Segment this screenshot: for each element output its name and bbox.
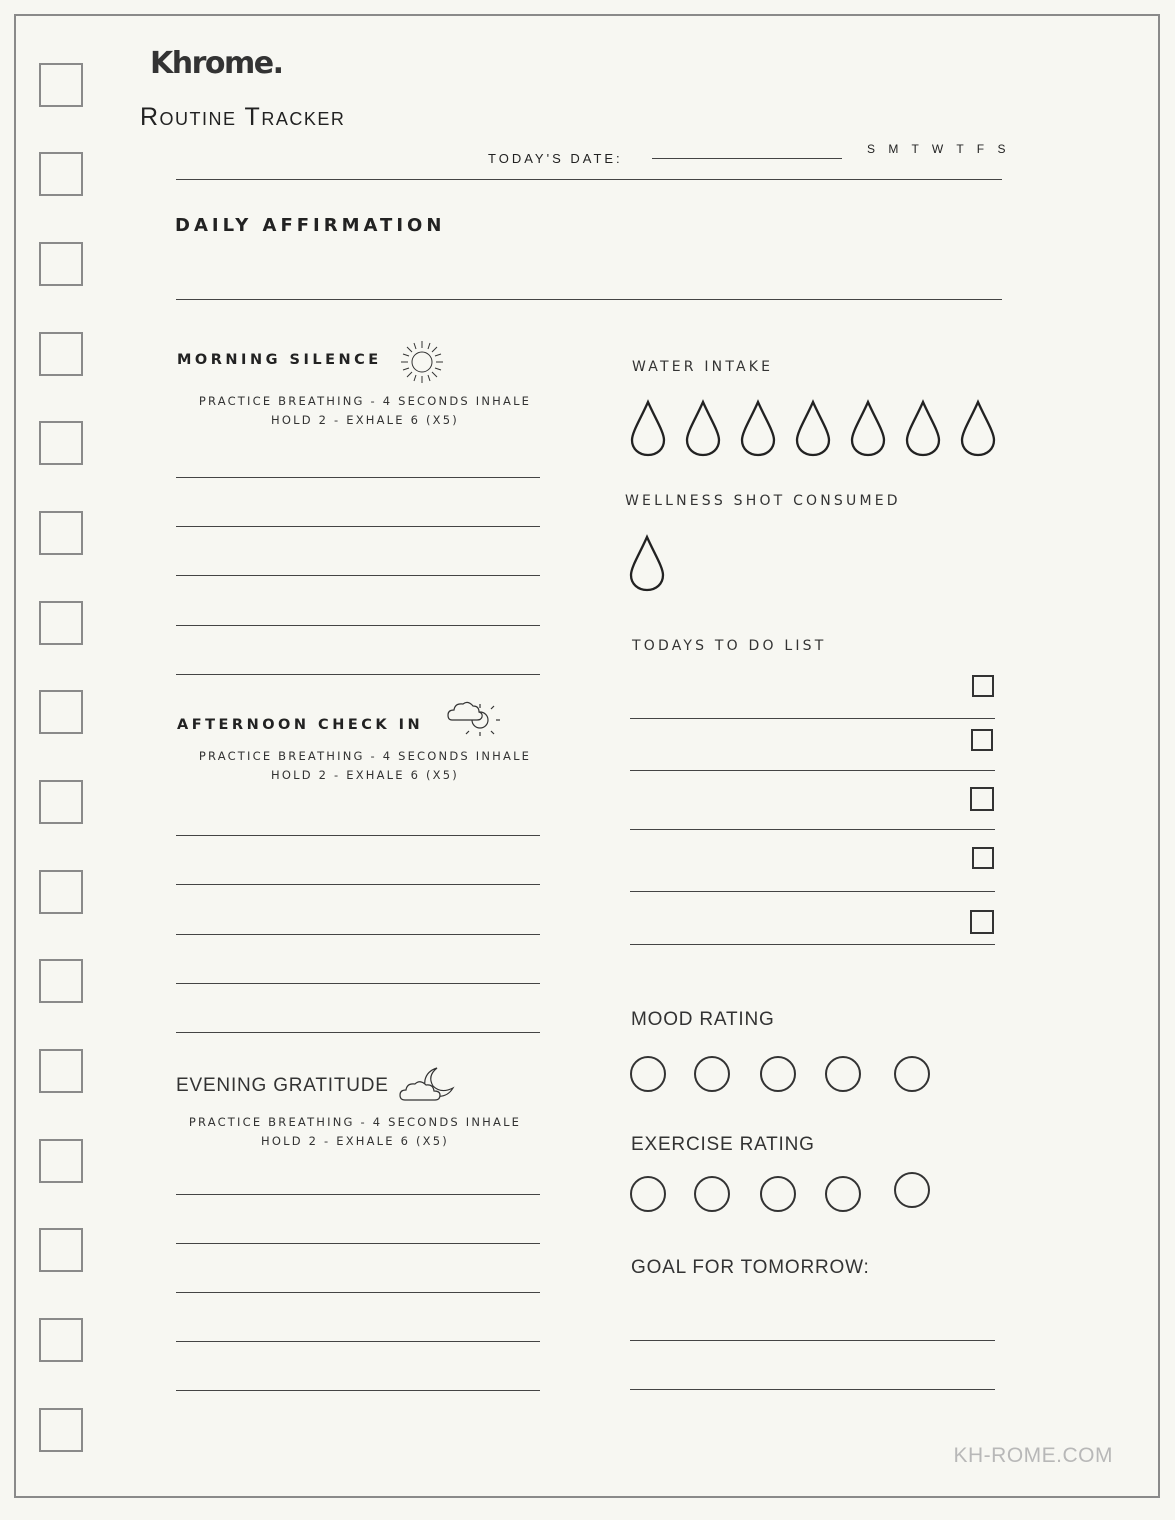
afternoon-writing-line[interactable] xyxy=(176,835,540,836)
water-heading: WATER INTAKE xyxy=(632,359,774,375)
water-drop-icon xyxy=(962,402,994,455)
morning-heading: MORNING SILENCE xyxy=(177,352,382,368)
goal-heading: GOAL FOR TOMORROW: xyxy=(631,1257,870,1278)
afternoon-instructions xyxy=(170,747,560,785)
mood-rating-option[interactable] xyxy=(630,1056,666,1092)
exercise-rating-option[interactable] xyxy=(825,1176,861,1212)
morning-writing-line[interactable] xyxy=(176,674,540,675)
header-divider xyxy=(176,179,1002,180)
instruction-line: HOLD 2 - EXHALE 6 (X5) xyxy=(271,768,459,782)
todo-checkbox[interactable] xyxy=(970,787,994,811)
exercise-heading: EXERCISE RATING xyxy=(631,1134,815,1155)
evening-writing-line[interactable] xyxy=(176,1341,540,1342)
binder-hole xyxy=(39,1228,83,1272)
binder-hole xyxy=(39,870,83,914)
todo-item-line[interactable] xyxy=(630,770,995,771)
evening-instructions xyxy=(160,1113,550,1151)
todo-item-line[interactable] xyxy=(630,891,995,892)
binder-hole xyxy=(39,511,83,555)
todo-checkbox[interactable] xyxy=(971,729,993,751)
binder-hole xyxy=(39,242,83,286)
date-label: TODAY'S DATE: xyxy=(488,151,623,166)
sun-cloud-icon xyxy=(446,698,504,744)
water-drops xyxy=(629,400,999,460)
water-drop-icon xyxy=(852,402,884,455)
sun-icon xyxy=(401,341,443,383)
evening-writing-line[interactable] xyxy=(176,1390,540,1391)
wellness-heading: WELLNESS SHOT CONSUMED xyxy=(625,493,901,509)
wellness-drop-icon[interactable] xyxy=(628,535,668,595)
instruction-line: HOLD 2 - EXHALE 6 (X5) xyxy=(261,1134,449,1148)
binder-hole xyxy=(39,1049,83,1093)
todo-checkbox[interactable] xyxy=(972,847,994,869)
todo-checkbox[interactable] xyxy=(972,675,994,697)
mood-rating-option[interactable] xyxy=(894,1056,930,1092)
binder-hole xyxy=(39,1408,83,1452)
instruction-line: PRACTICE BREATHING - 4 SECONDS INHALE xyxy=(188,1115,522,1129)
morning-writing-line[interactable] xyxy=(176,575,540,576)
exercise-rating-option[interactable] xyxy=(630,1176,666,1212)
brand-logo: Khrome. xyxy=(150,46,283,81)
goal-writing-line[interactable] xyxy=(630,1389,995,1390)
instruction-line: HOLD 2 - EXHALE 6 (X5) xyxy=(271,413,459,427)
afternoon-writing-line[interactable] xyxy=(176,934,540,935)
affirmation-heading: DAILY AFFIRMATION xyxy=(175,215,446,236)
mood-rating-option[interactable] xyxy=(694,1056,730,1092)
exercise-rating-option[interactable] xyxy=(760,1176,796,1212)
binder-hole xyxy=(39,421,83,465)
binder-hole xyxy=(39,63,83,107)
water-drop-icon xyxy=(687,402,719,455)
afternoon-writing-line[interactable] xyxy=(176,983,540,984)
evening-writing-line[interactable] xyxy=(176,1194,540,1195)
footer-url: KH-ROME.COM xyxy=(953,1444,1113,1467)
water-drop-icon xyxy=(632,402,664,455)
instruction-line: PRACTICE BREATHING - 4 SECONDS INHALE xyxy=(198,394,532,408)
binder-hole xyxy=(39,1139,83,1183)
binder-hole xyxy=(39,601,83,645)
todo-heading: TODAYS TO DO LIST xyxy=(632,638,827,654)
binder-hole xyxy=(39,1318,83,1362)
todo-item-line[interactable] xyxy=(630,718,995,719)
afternoon-heading: AFTERNOON CHECK IN xyxy=(177,717,424,733)
evening-heading: EVENING GRATITUDE xyxy=(176,1075,389,1096)
morning-writing-line[interactable] xyxy=(176,477,540,478)
evening-writing-line[interactable] xyxy=(176,1292,540,1293)
morning-writing-line[interactable] xyxy=(176,526,540,527)
water-drop-icon xyxy=(742,402,774,455)
goal-writing-line[interactable] xyxy=(630,1340,995,1341)
page-title: Routine Tracker xyxy=(140,103,346,131)
instruction-line: PRACTICE BREATHING - 4 SECONDS INHALE xyxy=(198,749,532,763)
todo-item-line[interactable] xyxy=(630,829,995,830)
mood-rating-option[interactable] xyxy=(825,1056,861,1092)
water-drop-icon xyxy=(797,402,829,455)
moon-cloud-icon xyxy=(399,1064,457,1104)
binder-hole xyxy=(39,959,83,1003)
date-input-line[interactable] xyxy=(652,158,842,159)
mood-heading: MOOD RATING xyxy=(631,1009,775,1030)
afternoon-writing-line[interactable] xyxy=(176,884,540,885)
afternoon-writing-line[interactable] xyxy=(176,1032,540,1033)
binder-hole xyxy=(39,152,83,196)
binder-hole xyxy=(39,690,83,734)
todo-checkbox[interactable] xyxy=(970,910,994,934)
binder-hole xyxy=(39,780,83,824)
affirmation-writing-line[interactable] xyxy=(176,299,1002,300)
weekday-selector[interactable]: S M T W T F S xyxy=(867,142,1011,156)
exercise-rating-option[interactable] xyxy=(694,1176,730,1212)
mood-rating-option[interactable] xyxy=(760,1056,796,1092)
water-drop-icon xyxy=(907,402,939,455)
morning-writing-line[interactable] xyxy=(176,625,540,626)
morning-instructions xyxy=(170,392,560,430)
todo-item-line[interactable] xyxy=(630,944,995,945)
binder-hole xyxy=(39,332,83,376)
exercise-rating-option[interactable] xyxy=(894,1172,930,1208)
evening-writing-line[interactable] xyxy=(176,1243,540,1244)
